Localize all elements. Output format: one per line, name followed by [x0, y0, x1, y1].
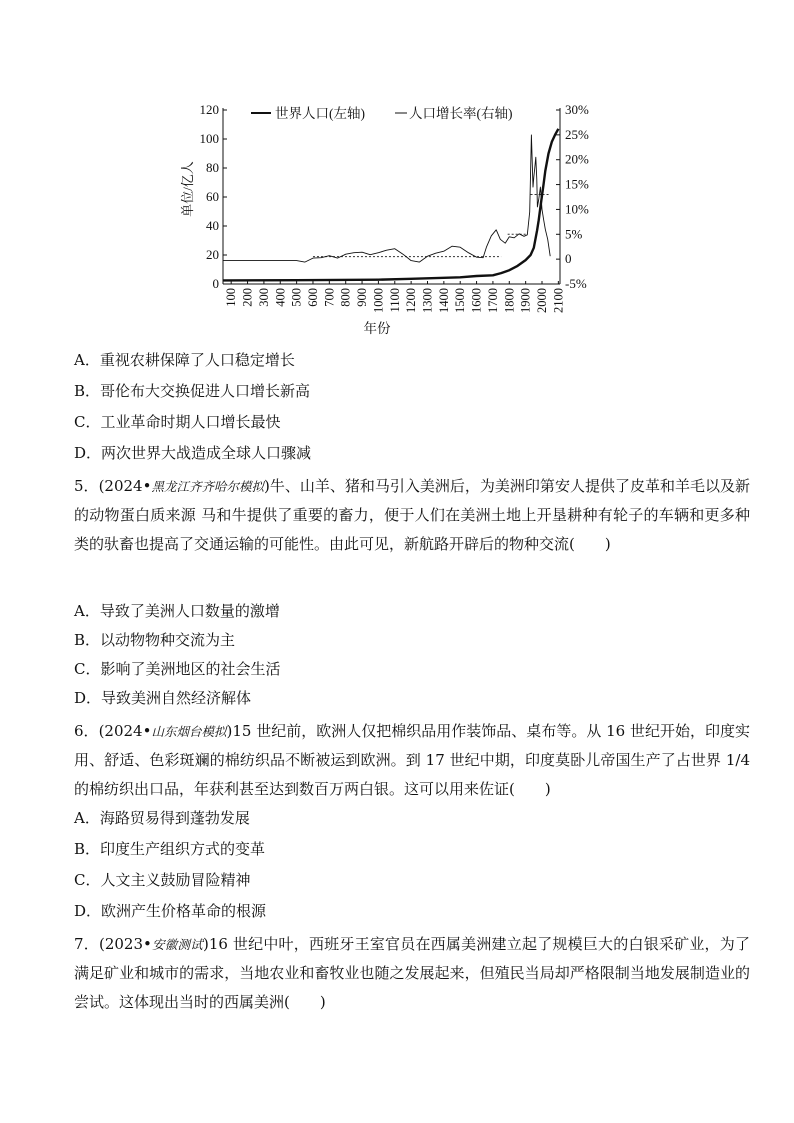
left-tick-label: 120: [199, 102, 219, 117]
question-source: 山东烟台模拟: [151, 724, 227, 739]
question-source-prefix: (2023: [98, 935, 144, 953]
question-source-prefix: (2024: [98, 477, 143, 495]
x-axis-label: 年份: [363, 321, 391, 336]
x-tick-label: 100: [224, 288, 239, 307]
question-number: 6．: [74, 722, 99, 740]
question-7-stem: [74, 930, 750, 1017]
q5-option-d[interactable]: D．导致美洲自然经济解体: [74, 689, 252, 707]
left-tick-label: 100: [199, 131, 219, 146]
population-series-line: [223, 129, 558, 281]
q6-option-b[interactable]: B．印度生产组织方式的变革: [74, 840, 266, 858]
q5-option-b[interactable]: B．以动物物种交流为主: [74, 631, 236, 649]
x-tick-label: 1900: [518, 288, 533, 313]
x-tick-label: 1400: [436, 288, 451, 313]
question-6-stem: [74, 717, 750, 804]
right-tick-label: 10%: [565, 201, 589, 217]
source-dot: •: [142, 477, 152, 495]
question-text: 15 世纪前，欧洲人仅把棉织品用作装饰品、桌布等。从 16 世纪开始，印度实用、舒适、色彩斑斓的棉纺织品不断被运到欧洲。到 17 世纪中期，印度莫卧儿帝国生产了占世界 1/4 的棉纺织出口品，年获利甚至达到数百万两白银。这可以用来佐证( ): [74, 722, 751, 798]
legend-growth: 人口增长率(右轴): [409, 106, 513, 121]
x-tick-label: 200: [240, 288, 255, 307]
question-5-stem: [74, 472, 750, 559]
q5-option-a[interactable]: A．导致了美洲人口数量的激增: [74, 602, 280, 620]
question-number: 7．: [74, 935, 99, 953]
right-tick-label: 20%: [565, 151, 589, 167]
right-tick-label: 0: [565, 251, 572, 267]
q6-option-d[interactable]: D．欧洲产生价格革命的根源: [74, 902, 267, 920]
x-tick-label: 500: [289, 288, 304, 307]
x-tick-label: 1800: [502, 288, 517, 313]
question-source-prefix: (2024: [98, 722, 143, 740]
q4-option-a[interactable]: A．重视农耕保障了人口稳定增长: [74, 351, 295, 369]
right-tick-label: 15%: [565, 176, 589, 192]
left-tick-label: 0: [212, 276, 219, 291]
x-tick-label: 800: [338, 288, 353, 307]
left-tick-label: 40: [206, 218, 219, 233]
chart-labels: [180, 102, 589, 336]
right-tick-label: -5%: [565, 276, 587, 291]
source-dot: •: [143, 935, 152, 953]
right-tick-label: 30%: [565, 102, 589, 117]
q4-option-b[interactable]: B．哥伦布大交换促进人口增长新高: [74, 382, 311, 400]
x-tick-label: 1500: [453, 288, 468, 313]
left-tick-label: 60: [206, 189, 219, 204]
growth-rate-series-line: [223, 135, 550, 262]
x-tick-label: 400: [273, 288, 288, 307]
q4-option-d[interactable]: D．两次世界大战造成全球人口骤减: [74, 444, 312, 462]
right-tick-label: 5%: [565, 226, 583, 242]
source-close: ): [202, 935, 209, 953]
x-tick-label: 1000: [371, 288, 386, 313]
source-dot: •: [142, 722, 152, 740]
y-axis-label: 单位/亿人: [180, 161, 195, 217]
chart-series: [223, 129, 558, 281]
x-tick-label: 1700: [485, 288, 500, 313]
x-tick-label: 2100: [551, 288, 566, 313]
legend-population: 世界人口(左轴): [275, 106, 365, 121]
x-tick-label: 700: [322, 288, 337, 307]
q6-option-a[interactable]: A．海路贸易得到蓬勃发展: [74, 809, 250, 827]
x-tick-label: 1300: [420, 288, 435, 313]
question-text: 牛、山羊、猪和马引入美洲后，为美洲印第安人提供了皮革和羊毛以及新的动物蛋白质来源 马和牛提供了重要的畜力，便于人们在美洲土地上开垦耕种有轮子的车辆和更多种类的驮畜也提高了交通运输的可能性。由此可见，新航路开辟后的物种交流( ): [74, 477, 750, 553]
x-tick-label: 600: [305, 288, 320, 307]
x-tick-label: 1100: [387, 288, 402, 313]
population-chart: [175, 96, 589, 346]
q5-option-c[interactable]: C．影响了美洲地区的社会生活: [74, 660, 281, 678]
left-tick-label: 80: [206, 160, 219, 175]
question-number: 5．: [74, 477, 99, 495]
x-tick-label: 900: [355, 288, 370, 307]
x-tick-label: 300: [256, 288, 271, 307]
x-tick-label: 2000: [535, 288, 550, 313]
chart-axes: [223, 108, 560, 284]
q4-option-c[interactable]: C．工业革命时期人口增长最快: [74, 413, 281, 431]
question-source: 安徽测试: [151, 937, 203, 952]
right-tick-label: 25%: [565, 126, 589, 142]
source-close: ): [264, 477, 270, 495]
question-source: 黑龙江齐齐哈尔模拟: [151, 479, 264, 494]
left-tick-label: 20: [206, 247, 219, 262]
x-tick-label: 1200: [404, 288, 419, 313]
q6-option-c[interactable]: C．人文主义鼓励冒险精神: [74, 871, 251, 889]
question-text: 16 世纪中叶，西班牙王室官员在西属美洲建立起了规模巨大的白银采矿业，为了满足矿业和城市的需求，当地农业和畜牧业也随之发展起来，但殖民当局却严格限制当地发展制造业的尝试。这体现出当时的西属美洲( ): [74, 935, 750, 1011]
x-tick-label: 1600: [469, 288, 484, 313]
source-close: ): [226, 722, 233, 740]
